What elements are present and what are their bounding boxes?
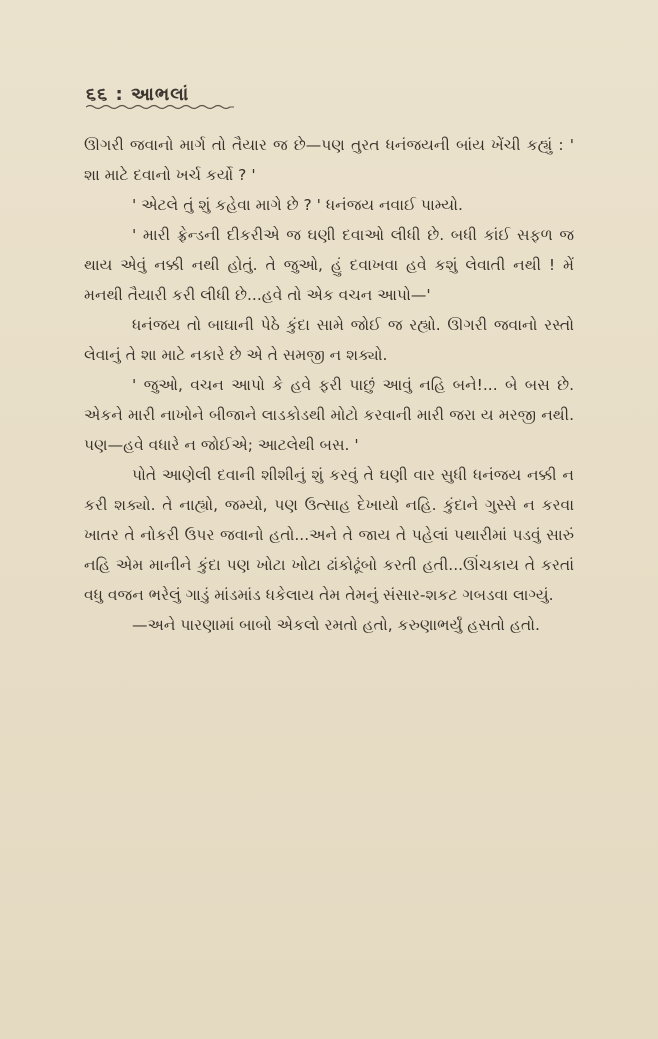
page-header [86, 84, 189, 105]
paragraph: પોતે આણેલી દવાની શીશીનું શું કરવું તે ઘણી વાર સુધી ધનંજય નક્કી ન કરી શક્યો. તે નાહ્યો, જમ્યો, પણ ઉત્સાહ દેખાયો નહિ. કુંદાને ગુસ્સે ન કરવા ખાતર તે નોકરી ઉપર જવાનો હતો...અને તે જાય તે પહેલાં પથારીમાં પડવું સારું નહિ એમ માનીને કુંદા પણ ખોટા ખોટા ઢાંકોઢૂંબો કરતી હતી...ઊંચકાય તે કરતાં વધુ વજન ભરેલું ગાડું માંડમાંડ ધકેલાય તેમ તેમનું સંસાર-શકટ ગબડવા લાગ્યું. [84, 466, 574, 604]
running-title: આભલાં [130, 84, 190, 105]
body-text [84, 130, 574, 640]
header-separator: : [115, 84, 124, 105]
paragraph: ' મારી ફ્રેન્ડની દીકરીએ જ ઘણી દવાઓ લીધી છે. બધી કાંઈ સફળ જ થાય એવું નક્કી નથી હોતું. તે જુઓ, હું દવાખવા હવે કશું લેવાતી નથી ! મેં મનથી તૈયારી કરી લીધી છે...હવે તો એક વચન આપો—' [84, 226, 574, 304]
wavy-rule [86, 104, 234, 110]
paragraph: ' એટલે તું શું કહેવા માગે છે ? ' ધનંજય નવાઈ પામ્યો. [132, 196, 463, 214]
paragraph: ધનંજય તો બાઘાની પેઠે કુંદા સામે જોઈ જ રહ્યો. ઊગરી જવાનો રસ્તો લેવાનું તે શા માટે નકારે છે એ તે સમજી ન શક્યો. [84, 316, 574, 364]
paragraph: ઊગરી જવાનો માર્ગ તો તૈયાર જ છે—પણ તુરત ધનંજયની બાંય ખેંચી કહ્યું : ' શા માટે દવાનો ખર્ચ કર્યો ? ' [84, 136, 574, 184]
paragraph: —અને પારણામાં બાબો એકલો રમતો હતો, કરુણાભર્યું હસતો હતો. [132, 616, 540, 634]
paragraph: ' જુઓ, વચન આપો કે હવે ફરી પાછું આવું નહિ બને!... બે બસ છે. એકને મારી નાખોને બીજાને લાડકોડથી મોટો કરવાની મારી જરા ય મરજી નથી. પણ—હવે વધારે ન જોઈએ; આટલેથી બસ. ' [84, 376, 574, 454]
page-number: ૬૬ [86, 84, 109, 105]
